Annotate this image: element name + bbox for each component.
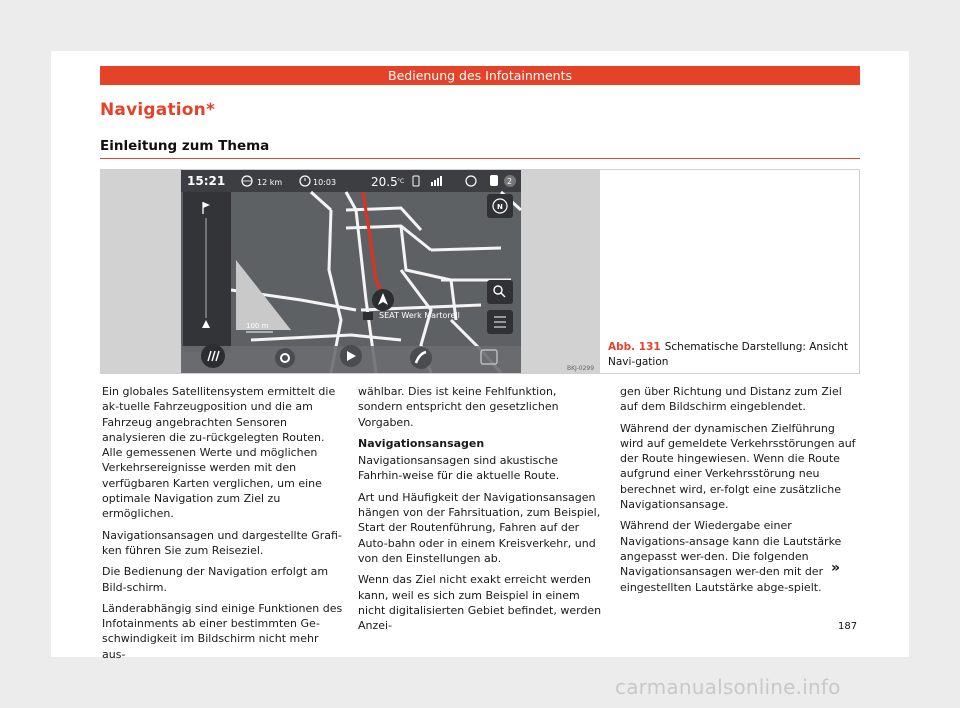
paragraph: Die Bedienung der Navigation erfolgt am Bild-schirm.: [102, 565, 329, 594]
paragraph: Länderabhängig sind einige Funktionen des Infotainments ab einer bestimmten Ge-schwindigkeit im Bildschirm nicht mehr aus-: [102, 601, 343, 661]
map-scale: 100 m: [246, 322, 269, 330]
figure-label: Abb. 131: [608, 341, 661, 353]
notification-count: 2: [507, 177, 513, 186]
paragraph: Navigationsansagen und dargestellte Grafi-ken führen Sie zum Reiseziel.: [102, 528, 342, 557]
paragraph: Wenn das Ziel nicht exakt erreicht werden kann, weil es sich zum Beispiel in einem nicht digitalisierten Gebiet befindet, werden Anzei-: [358, 573, 602, 633]
search-button[interactable]: [487, 280, 513, 304]
screen-temperature: 20.5: [371, 175, 398, 189]
notification-icon: [490, 175, 498, 186]
text-column-1: [102, 384, 345, 668]
figure-code: BKJ-0299: [567, 365, 595, 372]
screen-time: 15:21: [187, 174, 226, 188]
figure-caption: [608, 340, 858, 370]
section-header: Bedienung des Infotainments: [100, 66, 860, 85]
paragraph: Während der Wiedergabe einer Navigations-ansage kann die Lautstärke angepasst wer-den. Die folgenden Navigationsansagen wer-den mit der eingestellten Lautstärke abge-spielt.: [620, 519, 842, 594]
figure-caption-text: Schematische Darstellung: Ansicht Navi-gation: [608, 341, 849, 368]
phone-button[interactable]: [410, 347, 432, 369]
paragraph: Ein globales Satellitensystem ermittelt die ak-tuelle Fahrzeugposition und die am Fahrzeug angebrachten Sensoren analysieren die zu-rückgelegten Routen. Alle gemessenen Werte und möglichen Verkehrsereignisse werden mit den verfügbaren Karten verglichen, um eine optimale Navigation zum Ziel zu ermöglichen.: [102, 385, 336, 521]
watermark: carmanualsonline.info: [615, 675, 841, 699]
paragraph: gen über Richtung und Distanz zum Ziel auf dem Bildschirm eingeblendet.: [620, 385, 842, 414]
section-heading: Navigationsansagen: [358, 436, 485, 450]
navigation-screen-illustration: [101, 170, 600, 373]
page-title: Navigation*: [100, 100, 216, 120]
poi-icon: [363, 312, 373, 320]
paragraph: wählbar. Dies ist keine Fehlfunktion, sondern entspricht den gesetzlichen Vorgaben.: [358, 385, 559, 429]
screen-distance: 12 km: [257, 178, 283, 187]
screen-eta: 10:03: [313, 178, 337, 187]
page-number: 187: [838, 621, 858, 632]
page-subtitle: Einleitung zum Thema: [100, 138, 270, 154]
compass-label: N: [497, 203, 503, 211]
paragraph: Art und Häufigkeit der Navigationsansagen hängen von der Fahrsituation, zum Beispiel, Start der Routenführung, Fahren auf der Auto-bahn oder in einem Kreisverkehr, und von den Einstellungen ab.: [358, 490, 601, 565]
paragraph: Während der dynamischen Zielführung wird auf gemeldete Verkehrsstörungen auf der Route hingewiesen. Wenn die Route aufgrund einer Verkehrsstörung neu berechnet wird, er-folgt eine zusätzliche Navigationsansage.: [620, 421, 856, 512]
continue-mark: »: [831, 560, 841, 576]
settings-button[interactable]: [275, 348, 295, 368]
title-rule: [100, 158, 860, 159]
text-column-3: [620, 384, 860, 601]
text-column-2: [358, 384, 604, 639]
screen-temp-unit: °C: [397, 178, 405, 185]
paragraph: Navigationsansagen sind akustische Fahrhin-weise für die aktuelle Route.: [358, 454, 560, 483]
place-label: SEAT Werk Martorell: [379, 311, 460, 320]
